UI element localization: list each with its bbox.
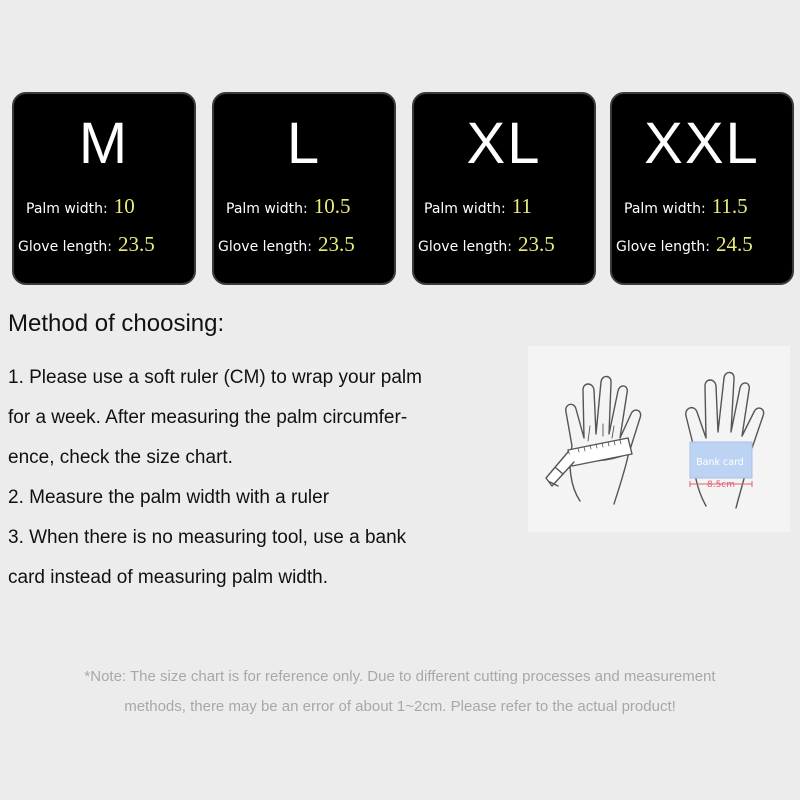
method-line: card instead of measuring palm width.	[8, 567, 328, 588]
size-label: M	[78, 111, 130, 176]
palm-width-row	[624, 194, 788, 219]
glove-length-label: Glove length:	[418, 239, 512, 255]
glove-length-label: Glove length:	[616, 239, 710, 255]
size-card-l	[212, 92, 396, 285]
glove-length-value: 23.5	[318, 232, 355, 256]
disclaimer-note	[0, 662, 800, 722]
card-width-label: 8.5cm	[706, 480, 736, 490]
palm-width-value: 10.5	[313, 194, 351, 218]
glove-length-row	[18, 232, 190, 257]
glove-length-row	[218, 232, 390, 257]
glove-length-value: 24.5	[716, 232, 753, 256]
size-label: XXL	[644, 111, 760, 176]
method-line: 2. Measure the palm width with a ruler	[8, 487, 330, 508]
palm-width-value: 11.5	[711, 194, 748, 218]
size-cards	[12, 92, 792, 287]
bank-card-label: Bank card	[696, 457, 744, 468]
method-steps	[8, 358, 518, 598]
note-line: *Note: The size chart is for reference only. Due to different cutting processes and measurement	[84, 668, 716, 685]
palm-width-row	[226, 194, 390, 219]
palm-width-label: Palm width:	[226, 201, 308, 217]
glove-length-value: 23.5	[118, 232, 155, 256]
palm-width-label: Palm width:	[26, 201, 108, 217]
size-card-xl	[412, 92, 596, 285]
method-line: 3. When there is no measuring tool, use a bank	[8, 527, 407, 548]
palm-width-value: 11	[511, 194, 532, 218]
measuring-illustration	[528, 346, 790, 532]
palm-width-label: Palm width:	[424, 201, 506, 217]
glove-length-value: 23.5	[518, 232, 555, 256]
glove-length-label: Glove length:	[18, 239, 112, 255]
method-line: ence, check the size chart.	[8, 447, 233, 468]
glove-length-row	[418, 232, 590, 257]
palm-width-row	[26, 194, 190, 219]
palm-width-value: 10	[113, 194, 135, 218]
size-card-xxl	[610, 92, 794, 285]
hand-with-tape-icon	[546, 376, 641, 504]
method-heading: Method of choosing:	[8, 310, 225, 337]
method-line: 1. Please use a soft ruler (CM) to wrap your palm	[8, 367, 422, 388]
size-card-m	[12, 92, 196, 285]
note-line: methods, there may be an error of about 1~2cm. Please refer to the actual product!	[124, 698, 676, 715]
palm-width-row	[424, 194, 590, 219]
glove-length-row	[616, 232, 788, 257]
palm-width-label: Palm width:	[624, 201, 706, 217]
size-label: L	[286, 111, 322, 176]
method-line: for a week. After measuring the palm circumfer-	[8, 407, 408, 428]
size-label: XL	[466, 111, 542, 176]
glove-length-label: Glove length:	[218, 239, 312, 255]
